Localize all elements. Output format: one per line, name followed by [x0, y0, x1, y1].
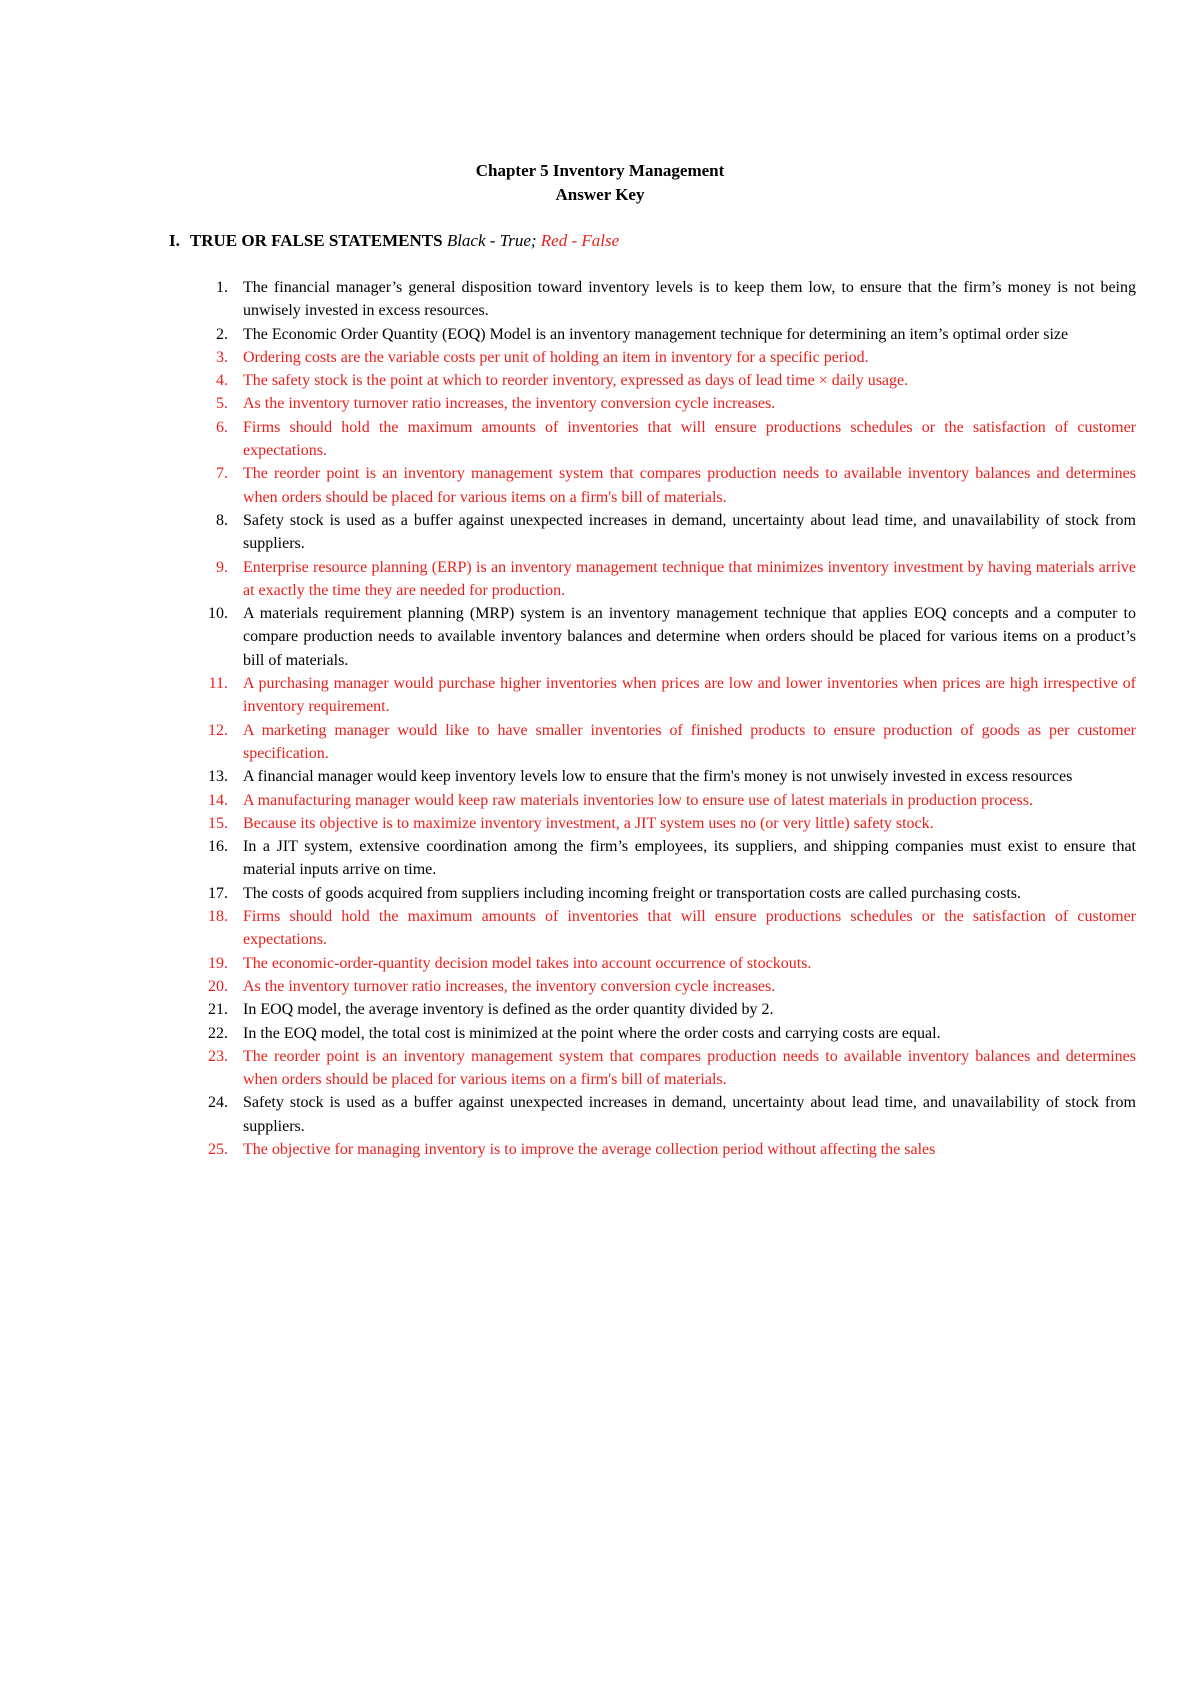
item-number: 19. — [208, 954, 228, 972]
item-number: 13. — [208, 768, 228, 786]
item-text: The objective for managing inventory is to improve the average collection period without affecting the sales — [243, 1140, 936, 1158]
item-text: In a JIT system, extensive coordination among the firm’s employees, its suppliers, and shipping companies must exist to ensure that material inputs arrive on time. — [243, 838, 1136, 879]
item-number: 12. — [208, 721, 228, 739]
list-item — [200, 998, 1136, 1021]
list-item — [200, 416, 1136, 463]
list-item — [200, 509, 1136, 556]
item-number: 2. — [216, 325, 228, 343]
item-text: Enterprise resource planning (ERP) is an inventory management technique that minimizes inventory investment by having materials arrive at exactly the time they are needed for production. — [243, 558, 1136, 599]
item-number: 1. — [216, 279, 228, 296]
item-text: A financial manager would keep inventory levels low to ensure that the firm's money is not unwisely invested in excess resources — [243, 768, 1073, 786]
list-item — [200, 346, 1136, 369]
list-item — [200, 276, 1136, 323]
item-text: A marketing manager would like to have smaller inventories of finished products to ensure production of goods as per customer specification. — [243, 721, 1136, 762]
list-item — [200, 1022, 1136, 1045]
item-number: 5. — [216, 395, 228, 413]
item-number: 22. — [208, 1024, 228, 1042]
item-text: Because its objective is to maximize inventory investment, a JIT system uses no (or very little) safety stock. — [243, 814, 934, 832]
legend-true: Black - True; — [446, 231, 537, 250]
item-text: Safety stock is used as a buffer against unexpected increases in demand, uncertainty about lead time, and unavailability of stock from suppliers. — [243, 511, 1136, 553]
item-number: 11. — [208, 675, 228, 693]
list-item — [200, 765, 1136, 788]
list-item — [200, 789, 1136, 812]
document-subtitle: Answer Key — [555, 185, 645, 204]
item-text: The financial manager’s general disposition toward inventory levels is to keep them low, to ensure that the firm’s money is not being unwisely invested in excess resources. — [243, 279, 1136, 320]
list-item — [200, 719, 1136, 766]
item-text: Safety stock is used as a buffer against unexpected increases in demand, uncertainty about lead time, and unavailability of stock from suppliers. — [243, 1094, 1136, 1135]
list-item — [200, 392, 1136, 415]
item-number: 17. — [208, 884, 228, 902]
list-item — [200, 1091, 1136, 1138]
list-item — [200, 975, 1136, 998]
list-item — [200, 462, 1136, 509]
item-text: The safety stock is the point at which to reorder inventory, expressed as days of lead time × daily usage. — [243, 372, 909, 390]
item-number: 6. — [216, 418, 228, 436]
item-number: 4. — [216, 372, 228, 390]
item-number: 10. — [208, 605, 228, 623]
item-text: Firms should hold the maximum amounts of inventories that will ensure productions schedules or the satisfaction of customer expectations. — [243, 418, 1136, 460]
item-number: 18. — [208, 908, 228, 926]
item-text: The reorder point is an inventory management system that compares production needs to available inventory balances and determines when orders should be placed for various items on a firm's bill of materials. — [243, 1047, 1136, 1089]
item-number: 24. — [208, 1094, 228, 1112]
item-text: The costs of goods acquired from suppliers including incoming freight or transportation costs are called purchasing costs. — [243, 884, 1022, 902]
item-number: 14. — [208, 791, 228, 809]
list-item — [200, 882, 1136, 905]
item-number: 25. — [208, 1140, 228, 1158]
list-item — [200, 602, 1136, 672]
list-item — [200, 556, 1136, 603]
section-heading — [169, 230, 619, 252]
list-item — [200, 323, 1136, 346]
list-item — [200, 812, 1136, 835]
item-number: 20. — [208, 977, 228, 995]
list-item — [200, 905, 1136, 952]
answer-list — [200, 276, 1136, 1161]
list-item — [200, 1045, 1136, 1092]
item-text: Ordering costs are the variable costs per unit of holding an item in inventory for a specific period. — [243, 348, 869, 366]
item-number: 3. — [216, 348, 228, 366]
item-text: In EOQ model, the average inventory is defined as the order quantity divided by 2. — [243, 1001, 774, 1019]
item-text: In the EOQ model, the total cost is minimized at the point where the order costs and carrying costs are equal. — [243, 1024, 941, 1042]
section-number: I. — [169, 231, 180, 250]
list-item — [200, 835, 1136, 882]
item-text: The economic-order-quantity decision model takes into account occurrence of stockouts. — [243, 954, 812, 972]
list-item — [200, 1138, 1136, 1161]
item-text: Firms should hold the maximum amounts of inventories that will ensure productions schedules or the satisfaction of customer expectations. — [243, 908, 1136, 949]
item-text: The reorder point is an inventory management system that compares production needs to available inventory balances and determines when orders should be placed for various items on a firm's bill of materials. — [243, 465, 1136, 506]
legend-false: Red - False — [540, 231, 620, 250]
item-number: 23. — [208, 1047, 228, 1065]
item-text: The Economic Order Quantity (EOQ) Model is an inventory management technique for determining an item’s optimal order size — [243, 325, 1069, 343]
item-text: As the inventory turnover ratio increases, the inventory conversion cycle increases. — [243, 977, 776, 995]
item-number: 21. — [208, 1001, 228, 1019]
item-number: 7. — [216, 465, 228, 483]
list-item — [200, 369, 1136, 392]
section-title: TRUE OR FALSE STATEMENTS — [189, 231, 443, 250]
document-title: Chapter 5 Inventory Management — [475, 161, 725, 180]
list-item — [200, 952, 1136, 975]
item-text: A manufacturing manager would keep raw materials inventories low to ensure use of latest materials in production process. — [243, 791, 1033, 809]
item-text: A materials requirement planning (MRP) system is an inventory management technique that applies EOQ concepts and a computer to compare production needs to available inventory balances and determine when orders should be placed for various items on a product’s bill of materials. — [243, 605, 1136, 669]
item-text: A purchasing manager would purchase higher inventories when prices are low and lower inventories when prices are high irrespective of inventory requirement. — [243, 675, 1136, 716]
item-number: 15. — [208, 814, 228, 832]
list-item — [200, 672, 1136, 719]
item-number: 16. — [208, 838, 228, 856]
item-number: 8. — [216, 511, 228, 529]
item-number: 9. — [216, 558, 228, 576]
item-text: As the inventory turnover ratio increases, the inventory conversion cycle increases. — [243, 395, 776, 413]
